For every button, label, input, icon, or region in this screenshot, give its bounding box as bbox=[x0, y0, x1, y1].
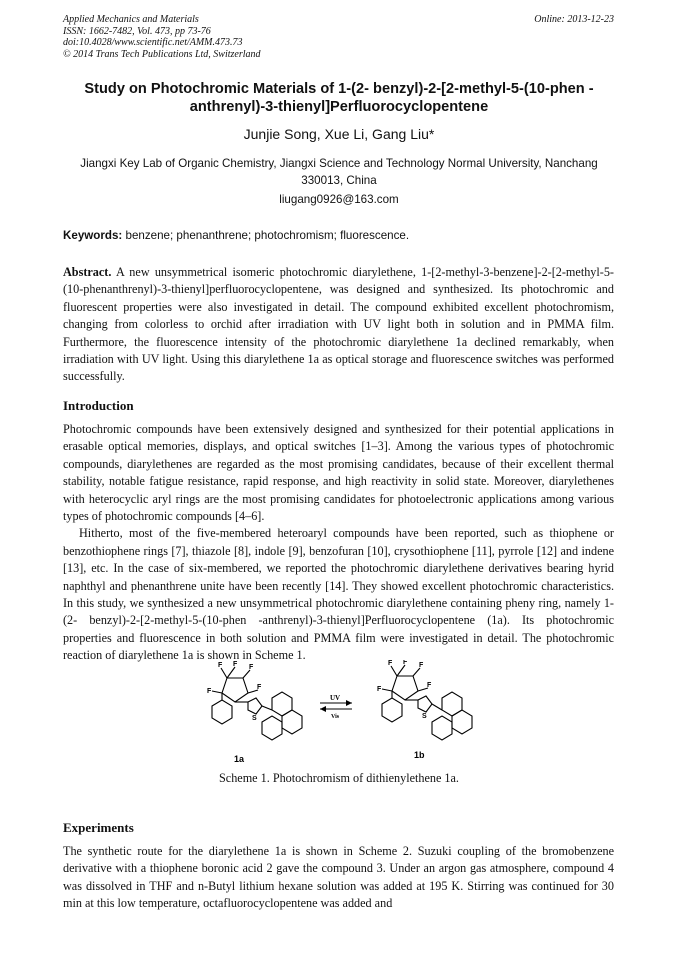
photochromism-scheme bbox=[190, 660, 500, 770]
affiliation: Jiangxi Key Lab of Organic Chemistry, Jiangxi Science and Technology Normal University, Nanchang 330013, China bbox=[80, 157, 598, 187]
atom-f: F bbox=[377, 686, 382, 693]
atom-f: F bbox=[249, 664, 254, 671]
label-1b: 1b bbox=[414, 750, 425, 760]
abstract-section bbox=[63, 264, 614, 386]
online-date: Online: 2013-12-23 bbox=[534, 14, 614, 25]
abstract-text: A new unsymmetrical isomeric photochromic diarylethene, 1-[2-methyl-3-benzene]-2-[2-methyl-5-(10-phenanthrenyl)-3-thienyl]perfluorocyclopentene, was designed and synthesized. Its photochromic and fluorescent properties were also investigated in detail. The compound exhibited excellent photochromism, changing from colorless to orchid after irradiation with UV light both in solution and in PMMA film. Furthermore, the fluorescence intensity of the photochromic diarylethene 1a declined remarkably, when irradiation with UV light. Using this diarylethene 1a as optical storage and fluorescence switches was performed successfully. bbox=[63, 265, 614, 384]
reaction-arrows bbox=[320, 694, 352, 720]
atom-f: F bbox=[257, 684, 262, 691]
abstract-label: Abstract. bbox=[63, 265, 112, 279]
introduction-heading: Introduction bbox=[63, 398, 134, 413]
journal-name: Applied Mechanics and Materials bbox=[63, 14, 199, 25]
atom-f: F bbox=[207, 688, 212, 695]
keywords-text: benzene; phenanthrene; photochromism; fluorescence. bbox=[122, 229, 410, 242]
atom-s: S bbox=[252, 715, 257, 722]
structure-1b bbox=[382, 665, 472, 740]
keywords-label: Keywords: bbox=[63, 229, 123, 242]
atom-f: F bbox=[419, 662, 424, 669]
experiments-section bbox=[63, 843, 614, 913]
doi-line: doi:10.4028/www.scientific.net/AMM.473.73 bbox=[63, 37, 243, 49]
issn-line: ISSN: 1662-7482, Vol. 473, pp 73-76 bbox=[63, 25, 211, 37]
experiments-paragraph-1: The synthetic route for the diarylethene 1a is shown in Scheme 2. Suzuki coupling of the bromobenzene derivative with a thiophene boronic acid 2 gave the compound 3. Under an argon gas atmosphere, compound 4 was dissolved in THF and n-Butyl lithium hexane solution was added at 195 K. Stirring was continued for 30 min at this low temperature, octafluorocyclopentene was added and bbox=[63, 844, 614, 911]
paper-title: Study on Photochromic Materials of 1-(2- benzyl)-2-[2-methyl-5-(10-phen -anthrenyl)-3-thienyl]Perfluorocyclopentene bbox=[84, 81, 594, 115]
atom-f: F bbox=[218, 662, 223, 669]
label-1a: 1a bbox=[234, 754, 245, 764]
atom-f: F bbox=[233, 661, 238, 668]
introduction-paragraph-1: Photochromic compounds have been extensively designed and synthesized for their potential applications in erasable optical memories, displays, and optical switches [1–3]. Among the various types of photochromic compounds, diarylethenes are regarded as the most promising candidates, because of their excellent thermal stability, notable fatigue resistance, rapid response, and high reactivity in solid state. Moreover, diarylethenes with heterocyclic aryl rings are the most promising candidates for photoelectronic applications among various types of photochromic compounds [4–6]. bbox=[63, 422, 614, 524]
scheme-caption: Scheme 1. Photochromism of dithienylethene 1a. bbox=[219, 771, 459, 785]
atom-f: F bbox=[403, 660, 408, 666]
introduction-paragraph-2: Hitherto, most of the five-membered heteroaryl compounds have been reported, such as thiophene or benzothiophene rings [7], thiazole [8], indole [9], benzofuran [10], crysothiophene [11], pyrrole [12] and indene [13], etc. In the case of six-membered, we reported the photochromic diarylethene derivatives bearing hyrid naphthyl and phenanthrene unite have been recently [14]. They showed excellent photochromic characteristics. In this study, we synthesized a new unsymmetrical photochromic diarylethene containing pheny ring, namely 1-(2- benzyl)-2-[2-methyl-5-(10-phen -anthrenyl)-3-thienyl]Perfluorocyclopentene (1a). Its photochromic properties and fluorescence in both solution and PMMA film were investigated in detail. The photochromic reaction of diarylethene 1a is shown in Scheme 1. bbox=[63, 526, 614, 663]
uv-label: UV bbox=[330, 694, 341, 702]
journal-header bbox=[63, 14, 383, 60]
atom-s: S bbox=[422, 713, 427, 720]
atom-f: F bbox=[388, 660, 393, 667]
author-list: Junjie Song, Xue Li, Gang Liu* bbox=[243, 126, 435, 142]
atom-f: F bbox=[427, 682, 432, 689]
vis-label: Vis bbox=[331, 714, 340, 720]
keywords-line bbox=[63, 229, 409, 242]
copyright-line: © 2014 Trans Tech Publications Ltd, Switzerland bbox=[63, 48, 261, 60]
author-email: liugang0926@163.com bbox=[279, 193, 399, 206]
structure-1a bbox=[212, 667, 302, 740]
introduction-section bbox=[63, 421, 614, 665]
experiments-heading: Experiments bbox=[63, 820, 134, 835]
